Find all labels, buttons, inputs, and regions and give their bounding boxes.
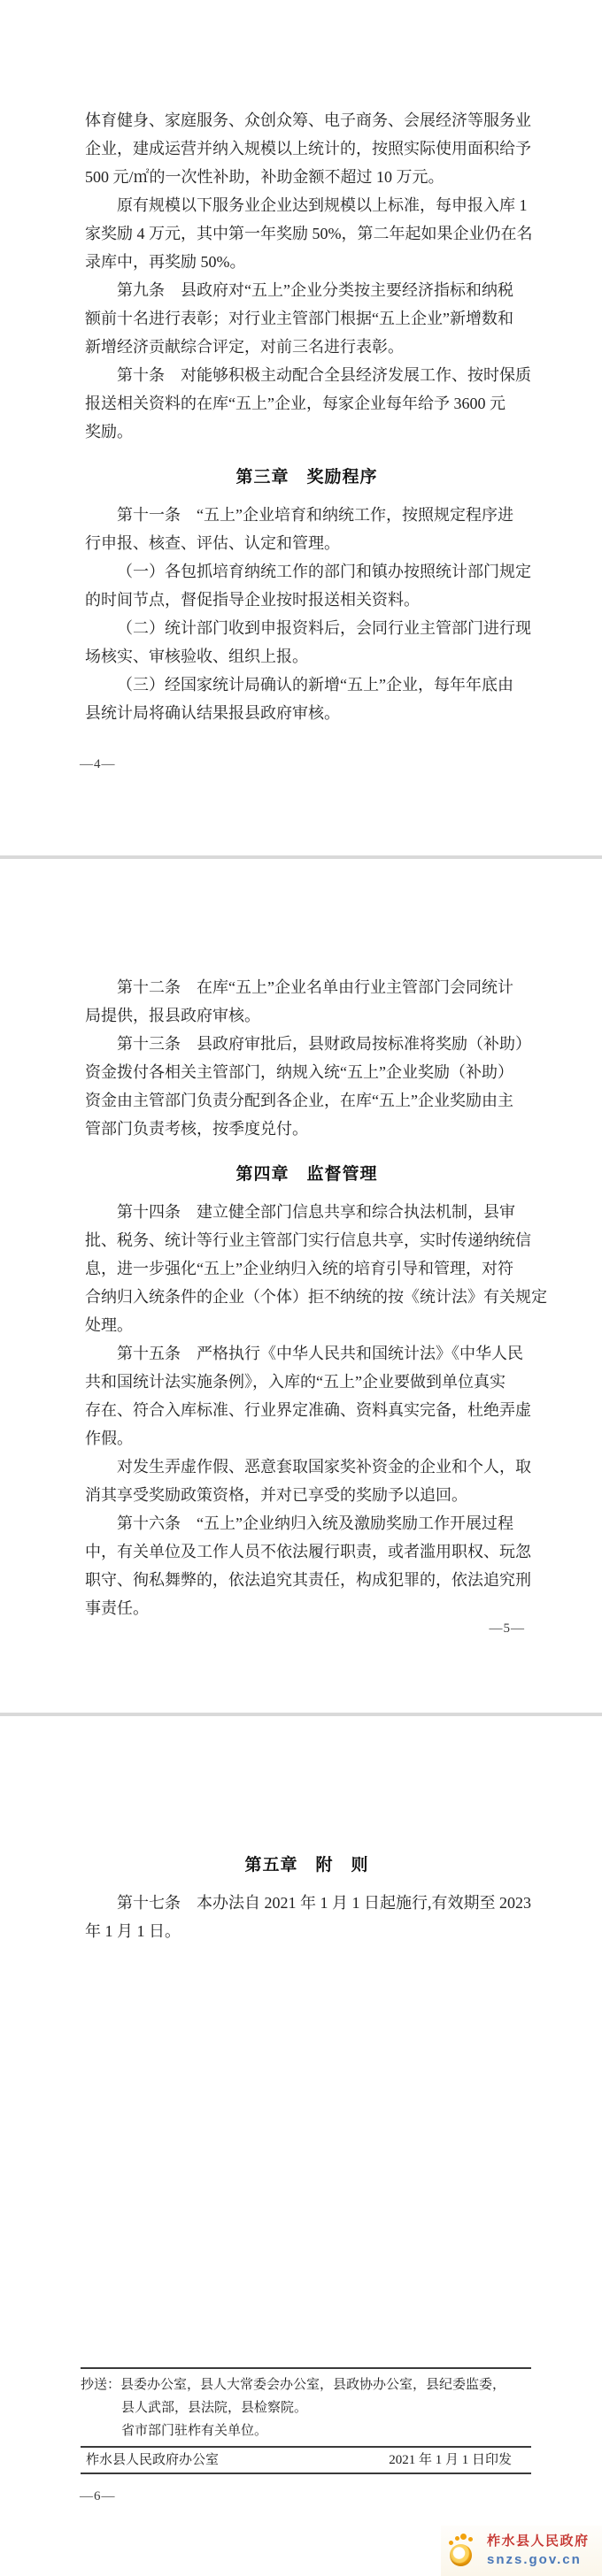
text-line: 批、税务、统计等行业主管部门实行信息共享，实时传递纳统信 — [85, 1231, 531, 1249]
gov-org-name: 柞水县人民政府 — [487, 2534, 590, 2549]
text-line: 局提供，报县政府审核。 — [85, 1007, 260, 1024]
paw-footprint-icon — [447, 2534, 479, 2569]
text-line: 资金拨付各相关主管部门，纳规入统“五上”企业奖励（补助） — [85, 1063, 513, 1081]
text-line: 第十一条 “五上”企业培育和纳统工作，按照规定程序进 — [117, 506, 513, 524]
text-line: 资金由主管部门负责分配到各企业，在库“五上”企业奖励由主 — [85, 1092, 513, 1109]
text-line: （二）统计部门收到申报资料后，会同行业主管部门进行现 — [117, 619, 531, 637]
text-line: 第十三条 县政府审批后，县财政局按标准将奖励（补助） — [117, 1035, 531, 1053]
chapter-heading: 第五章 附 则 — [244, 1856, 369, 1874]
text-line: 第十六条 “五上”企业纳归入统及激励奖励工作开展过程 — [117, 1514, 513, 1532]
chapter-heading: 第三章 奖励程序 — [235, 468, 378, 487]
text-line: 中，有关单位及工作人员不依法履行职责，或者滥用职权、玩忽 — [85, 1543, 531, 1560]
text-line: 县统计局将确认结果报县政府审核。 — [85, 704, 340, 722]
copy-lines — [81, 2373, 531, 2442]
text-line: 企业，建成运营并纳入规模以上统计的，按照实际使用面积给予 — [85, 140, 531, 157]
copy-distribution-block — [81, 2367, 531, 2474]
text-line: 年 1 月 1 日。 — [85, 1922, 181, 1940]
text-line: 消其享受奖励政策资格，并对已享受的奖励予以追回。 — [85, 1486, 467, 1504]
text-line: 的时间节点，督促指导企业按时报送相关资料。 — [85, 591, 420, 609]
text-line: 作假。 — [85, 1430, 133, 1447]
copy-line: 省市部门驻柞有关单位。 — [121, 2424, 268, 2438]
text-line: 合纳归入统条件的企业（个体）拒不纳统的按《统计法》有关规定 — [85, 1288, 547, 1306]
text-line: 第十七条 本办法自 2021 年 1 月 1 日起施行,有效期至 2023 — [117, 1894, 531, 1912]
text-line: 家奖励 4 万元，其中第一年奖励 50%，第二年起如果企业仍在名 — [85, 225, 533, 242]
text-line: 场核实、审核验收、组织上报。 — [85, 648, 308, 665]
text-line: 息，进一步强化“五上”企业纳归入统的培育引导和管理，对符 — [85, 1260, 513, 1277]
text-line: 第十四条 建立健全部门信息共享和综合执法机制，县审 — [117, 1203, 515, 1221]
gov-site-watermark — [441, 2526, 602, 2576]
text-line: 报送相关资料的在库“五上”企业，每家企业每年给予 3600 元 — [85, 395, 506, 412]
document-page — [0, 859, 602, 1716]
text-line: 职守、徇私舞弊的，依法追究其责任，构成犯罪的，依法追究刑 — [85, 1571, 531, 1589]
page-content — [0, 0, 602, 727]
page-content — [0, 1716, 602, 1945]
text-line: 管部门负责考核，按季度兑付。 — [85, 1120, 308, 1138]
text-line: 存在、符合入库标准、行业界定准确、资料真实完备，杜绝弄虚 — [85, 1401, 531, 1419]
gov-site-url: snzs.gov.cn — [487, 2551, 582, 2567]
page-number: —5— — [489, 1622, 525, 1636]
issuer-row — [81, 2446, 531, 2474]
text-line: 第十条 对能够积极主动配合全县经济发展工作、按时保质 — [117, 366, 531, 384]
text-line: 新增经济贡献综合评定，对前三名进行表彰。 — [85, 338, 404, 356]
text-line: 行申报、核查、评估、认定和管理。 — [85, 534, 340, 552]
copy-line: 抄送：县委办公室，县人大常委会办公室，县政协办公室，县纪委监委， — [81, 2378, 506, 2392]
text-line: 额前十名进行表彰；对行业主管部门根据“五上企业”新增数和 — [85, 310, 513, 327]
chapter-heading: 第四章 监督管理 — [235, 1165, 378, 1184]
text-line: 体育健身、家庭服务、众创众筹、电子商务、会展经济等服务业 — [85, 111, 531, 129]
text-line: （三）经国家统计局确认的新增“五上”企业，每年年底由 — [117, 676, 513, 694]
text-line: 奖励。 — [85, 423, 133, 441]
text-line: 第十二条 在库“五上”企业名单由行业主管部门会同统计 — [117, 978, 513, 996]
copy-line: 县人武部，县法院，县检察院。 — [121, 2401, 308, 2415]
text-line: 第十五条 严格执行《中华人民共和国统计法》《中华人民 — [117, 1345, 523, 1362]
text-line: 原有规模以下服务业企业达到规模以上标准，每申报入库 1 — [117, 196, 528, 214]
text-line: （一）各包抓培育纳统工作的部门和镇办按照统计部门规定 — [117, 563, 531, 580]
page-number: —6— — [80, 2489, 116, 2503]
document-page — [0, 0, 602, 859]
page-content — [0, 859, 602, 1622]
issuing-office: 柞水县人民政府办公室 — [86, 2453, 220, 2467]
print-date: 2021 年 1 月 1 日印发 — [389, 2453, 512, 2467]
document-page — [0, 1716, 602, 2576]
text-line: 共和国统计法实施条例》，入库的“五上”企业要做到单位真实 — [85, 1373, 506, 1391]
text-line: 500 元/㎡的一次性补助，补助金额不超过 10 万元。 — [85, 168, 444, 186]
text-line: 录库中，再奖励 50%。 — [85, 253, 246, 271]
text-line: 处理。 — [85, 1316, 133, 1334]
text-line: 事责任。 — [85, 1599, 149, 1617]
page-number: —4— — [80, 757, 116, 771]
text-line: 对发生弄虚作假、恶意套取国家奖补资金的企业和个人，取 — [117, 1458, 531, 1476]
text-line: 第九条 县政府对“五上”企业分类按主要经济指标和纳税 — [117, 281, 513, 299]
